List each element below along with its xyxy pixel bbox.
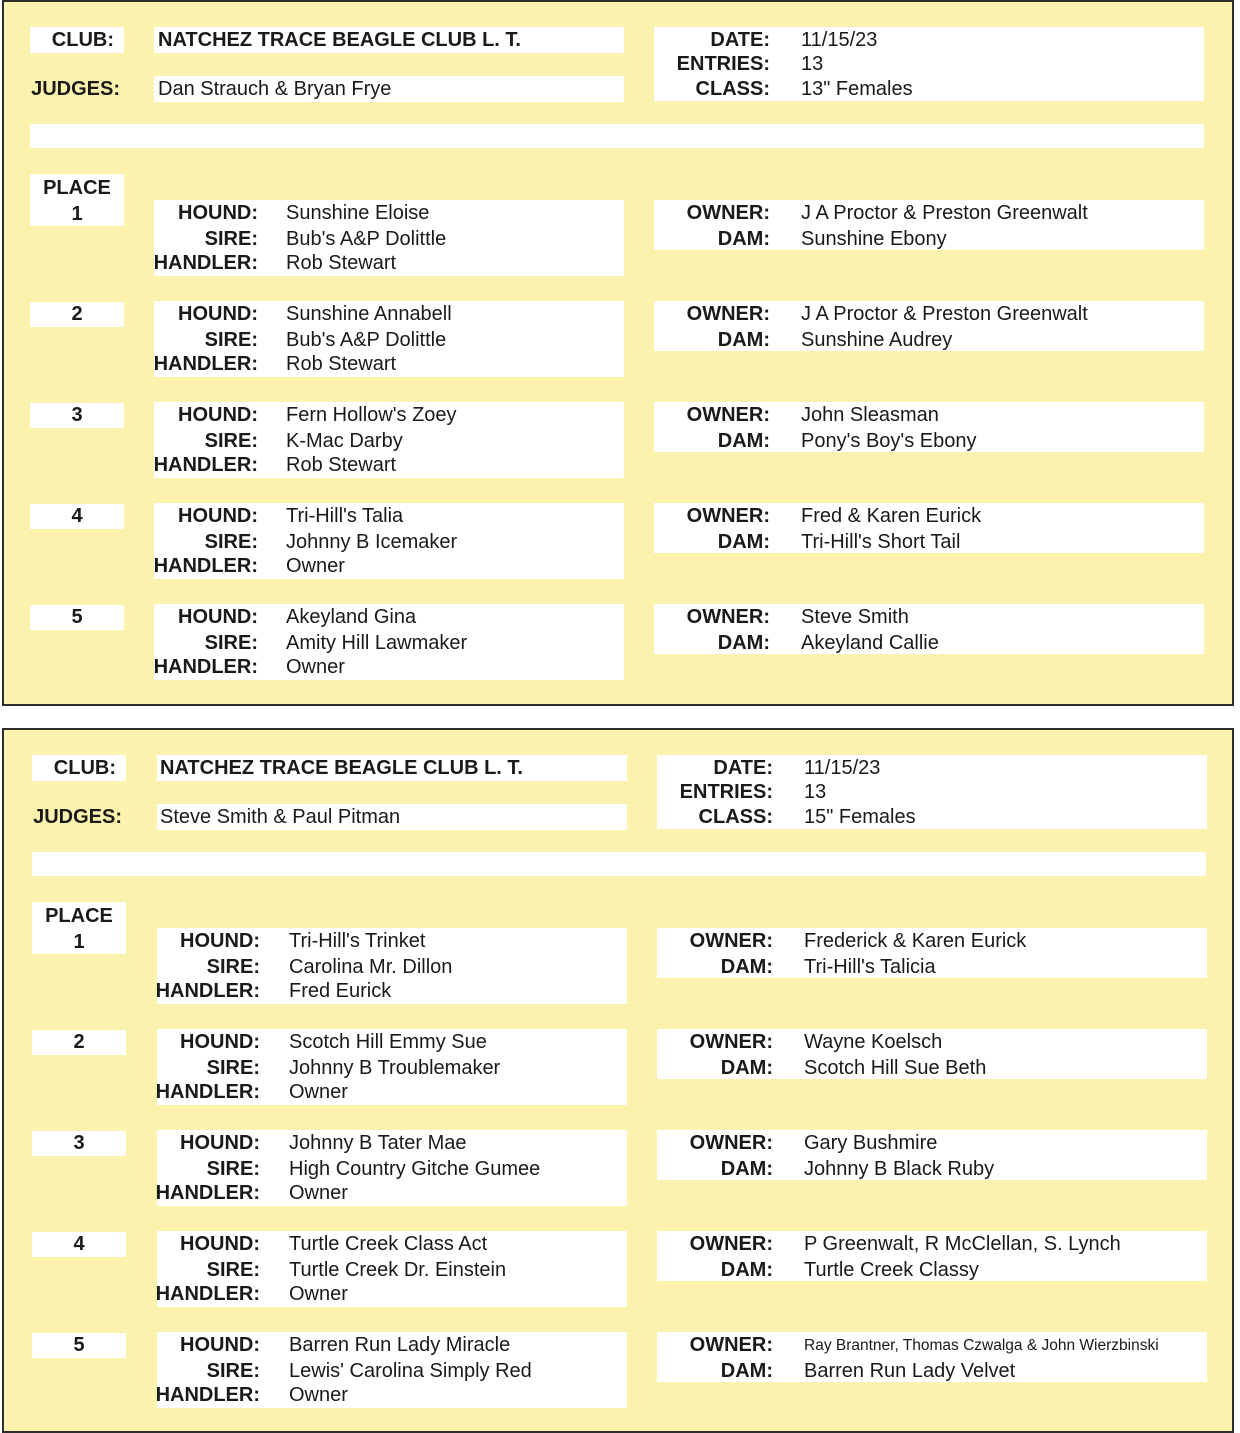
- hound-name: Barren Run Lady Miracle: [289, 1334, 511, 1356]
- sire-label: SIRE:: [206, 1259, 260, 1281]
- owner-name: J A Proctor & Preston Greenwalt: [801, 202, 1088, 224]
- owner-name: J A Proctor & Preston Greenwalt: [801, 303, 1088, 325]
- hound-label: HOUND:: [178, 404, 258, 426]
- handler-label: HANDLER:: [155, 1384, 260, 1406]
- spacer-bar: [32, 852, 1206, 876]
- place-header: PLACE: [45, 905, 113, 927]
- place-number: 3: [71, 404, 83, 426]
- dam-name: Johnny B Black Ruby: [804, 1158, 995, 1180]
- dam-name: Tri-Hill's Talicia: [804, 956, 936, 978]
- handler-name: Owner: [286, 656, 345, 678]
- hound-label: HOUND:: [180, 1132, 260, 1154]
- owner-name: Frederick & Karen Eurick: [804, 930, 1027, 952]
- owner-label: OWNER:: [686, 404, 770, 426]
- hound-label: HOUND:: [180, 930, 260, 952]
- sire-label: SIRE:: [204, 430, 258, 452]
- owner-label: OWNER:: [689, 930, 773, 952]
- hound-name: Scotch Hill Emmy Sue: [289, 1031, 487, 1053]
- place-header: PLACE: [43, 177, 111, 199]
- owner-name: John Sleasman: [801, 404, 939, 426]
- club-label: CLUB:: [51, 29, 114, 51]
- sire-label: SIRE:: [206, 1057, 260, 1079]
- handler-name: Rob Stewart: [286, 353, 397, 375]
- results-card-13-inch-females: [2, 0, 1234, 706]
- dam-label: DAM:: [720, 1259, 773, 1281]
- entries-value: 13: [801, 53, 824, 75]
- dam-name: Pony's Boy's Ebony: [801, 430, 977, 452]
- handler-name: Owner: [289, 1384, 348, 1406]
- sire-label: SIRE:: [206, 1360, 260, 1382]
- owner-label: OWNER:: [689, 1132, 773, 1154]
- handler-label: HANDLER:: [155, 1182, 260, 1204]
- sire-label: SIRE:: [204, 329, 258, 351]
- judges-label: JUDGES:: [33, 806, 122, 828]
- sire-name: High Country Gitche Gumee: [289, 1158, 541, 1180]
- sire-name: Bub's A&P Dolittle: [286, 329, 447, 351]
- sire-label: SIRE:: [206, 956, 260, 978]
- hound-label: HOUND:: [180, 1233, 260, 1255]
- handler-label: HANDLER:: [153, 555, 258, 577]
- dam-name: Scotch Hill Sue Beth: [804, 1057, 987, 1079]
- sire-name: Amity Hill Lawmaker: [286, 632, 468, 654]
- club-name: NATCHEZ TRACE BEAGLE CLUB L. T.: [160, 757, 523, 779]
- dam-label: DAM:: [717, 632, 770, 654]
- results-card-15-inch-females: [2, 728, 1234, 1433]
- sire-label: SIRE:: [204, 228, 258, 250]
- owner-label: OWNER:: [686, 606, 770, 628]
- place-number: 1: [73, 931, 85, 953]
- hound-label: HOUND:: [178, 606, 258, 628]
- handler-name: Rob Stewart: [286, 252, 397, 274]
- place-number: 4: [73, 1233, 85, 1255]
- class-value: 15" Females: [804, 806, 916, 828]
- owner-name: Steve Smith: [801, 606, 909, 628]
- hound-label: HOUND:: [180, 1031, 260, 1053]
- place-number: 2: [71, 303, 83, 325]
- handler-name: Owner: [286, 555, 345, 577]
- spacer-bar: [30, 124, 1204, 148]
- owner-label: OWNER:: [689, 1334, 773, 1356]
- hound-name: Tri-Hill's Trinket: [289, 930, 426, 952]
- owner-name: Ray Brantner, Thomas Czwalga & John Wierzbinski: [804, 1337, 1159, 1354]
- hound-label: HOUND:: [178, 505, 258, 527]
- handler-label: HANDLER:: [153, 252, 258, 274]
- handler-name: Owner: [289, 1283, 348, 1305]
- date-value: 11/15/23: [804, 757, 881, 779]
- handler-label: HANDLER:: [155, 1081, 260, 1103]
- date-label: DATE:: [710, 29, 770, 51]
- dam-name: Sunshine Ebony: [801, 228, 947, 250]
- dam-label: DAM:: [720, 1057, 773, 1079]
- dam-label: DAM:: [720, 1360, 773, 1382]
- date-label: DATE:: [713, 757, 773, 779]
- hound-name: Sunshine Eloise: [286, 202, 430, 224]
- dam-name: Sunshine Audrey: [801, 329, 953, 351]
- sire-name: Johnny B Icemaker: [286, 531, 458, 553]
- handler-label: HANDLER:: [153, 353, 258, 375]
- sire-label: SIRE:: [204, 531, 258, 553]
- owner-label: OWNER:: [689, 1031, 773, 1053]
- judges-names: Dan Strauch & Bryan Frye: [158, 78, 392, 100]
- owner-label: OWNER:: [686, 505, 770, 527]
- handler-label: HANDLER:: [155, 980, 260, 1002]
- handler-label: HANDLER:: [153, 656, 258, 678]
- sire-name: Carolina Mr. Dillon: [289, 956, 453, 978]
- hound-name: Akeyland Gina: [286, 606, 417, 628]
- hound-name: Tri-Hill's Talia: [286, 505, 404, 527]
- dam-label: DAM:: [717, 430, 770, 452]
- handler-name: Fred Eurick: [289, 980, 392, 1002]
- dam-label: DAM:: [717, 531, 770, 553]
- owner-name: Fred & Karen Eurick: [801, 505, 982, 527]
- dam-name: Barren Run Lady Velvet: [804, 1360, 1016, 1382]
- place-number: 3: [73, 1132, 85, 1154]
- dam-label: DAM:: [720, 1158, 773, 1180]
- sire-name: Bub's A&P Dolittle: [286, 228, 447, 250]
- sire-name: K-Mac Darby: [286, 430, 403, 452]
- judges-names: Steve Smith & Paul Pitman: [160, 806, 401, 828]
- entries-label: ENTRIES:: [679, 781, 773, 803]
- handler-name: Owner: [289, 1182, 348, 1204]
- judges-label: JUDGES:: [31, 78, 120, 100]
- owner-label: OWNER:: [686, 303, 770, 325]
- hound-name: Johnny B Tater Mae: [289, 1132, 467, 1154]
- hound-label: HOUND:: [178, 202, 258, 224]
- sire-label: SIRE:: [206, 1158, 260, 1180]
- dam-label: DAM:: [717, 329, 770, 351]
- place-number: 5: [71, 606, 83, 628]
- handler-label: HANDLER:: [153, 454, 258, 476]
- dam-label: DAM:: [720, 956, 773, 978]
- class-label: CLASS:: [695, 78, 770, 100]
- club-label: CLUB:: [53, 757, 116, 779]
- owner-name: Wayne Koelsch: [804, 1031, 943, 1053]
- date-value: 11/15/23: [801, 29, 878, 51]
- hound-name: Fern Hollow's Zoey: [286, 404, 457, 426]
- entries-value: 13: [804, 781, 827, 803]
- owner-label: OWNER:: [689, 1233, 773, 1255]
- owner-label: OWNER:: [686, 202, 770, 224]
- class-label: CLASS:: [698, 806, 773, 828]
- entries-label: ENTRIES:: [676, 53, 770, 75]
- hound-label: HOUND:: [178, 303, 258, 325]
- handler-name: Rob Stewart: [286, 454, 397, 476]
- sire-name: Johnny B Troublemaker: [289, 1057, 501, 1079]
- place-number: 2: [73, 1031, 85, 1053]
- hound-name: Sunshine Annabell: [286, 303, 452, 325]
- club-name: NATCHEZ TRACE BEAGLE CLUB L. T.: [158, 29, 521, 51]
- sire-name: Turtle Creek Dr. Einstein: [289, 1259, 507, 1281]
- dam-name: Turtle Creek Classy: [804, 1259, 979, 1281]
- place-number: 4: [71, 505, 83, 527]
- sire-label: SIRE:: [204, 632, 258, 654]
- dam-name: Tri-Hill's Short Tail: [801, 531, 961, 553]
- dam-name: Akeyland Callie: [801, 632, 939, 654]
- sire-name: Lewis' Carolina Simply Red: [289, 1360, 532, 1382]
- handler-name: Owner: [289, 1081, 348, 1103]
- place-number: 5: [73, 1334, 85, 1356]
- handler-label: HANDLER:: [155, 1283, 260, 1305]
- hound-name: Turtle Creek Class Act: [289, 1233, 488, 1255]
- dam-label: DAM:: [717, 228, 770, 250]
- owner-name: P Greenwalt, R McClellan, S. Lynch: [804, 1233, 1121, 1255]
- place-number: 1: [71, 203, 83, 225]
- hound-label: HOUND:: [180, 1334, 260, 1356]
- class-value: 13" Females: [801, 78, 913, 100]
- owner-name: Gary Bushmire: [804, 1132, 938, 1154]
